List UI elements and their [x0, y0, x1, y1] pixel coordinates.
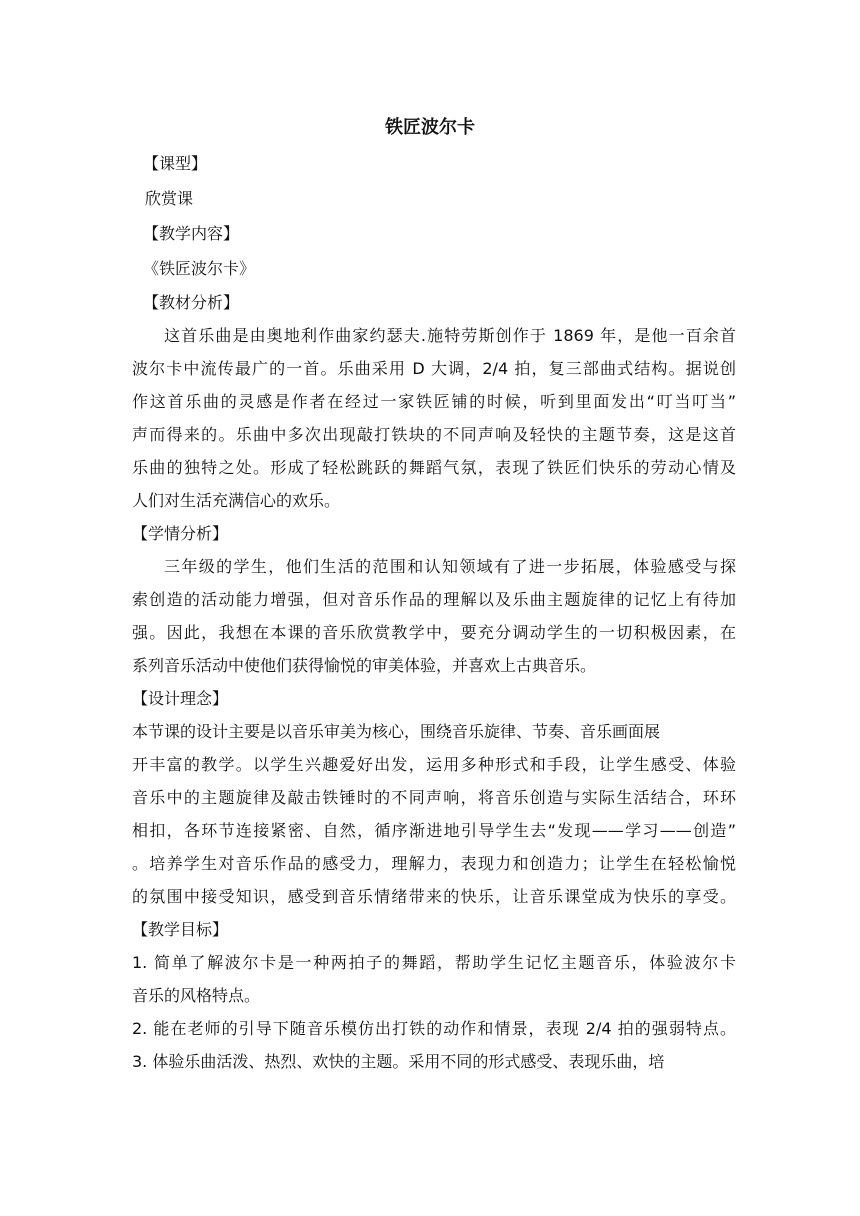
design-concept-line: 的氛围中接受知识，感受到音乐情绪带来的快乐，让音乐课堂成为快乐的享受。	[132, 887, 736, 906]
heading-teaching-goals: 【教学目标】	[132, 920, 229, 939]
teaching-content-text: 《铁匠波尔卡》	[143, 259, 256, 278]
teaching-goal-item: 2. 能在老师的引导下随音乐模仿出打铁的动作和情景，表现 2/4 拍的强弱特点。	[132, 1019, 736, 1038]
student-analysis-line: 索创造的活动能力增强，但对音乐作品的理解以及乐曲主题旋律的记忆上有待加	[132, 590, 736, 609]
material-analysis-line: 这首乐曲是由奥地利作曲家约瑟夫.施特劳斯创作于 1869 年，是他一百余首	[164, 326, 736, 345]
material-analysis-line: 波尔卡中流传最广的一首。乐曲采用 D 大调，2/4 拍，复三部曲式结构。据说创	[132, 359, 736, 378]
design-concept-line: 开丰富的教学。以学生兴趣爱好出发，运用多种形式和手段，让学生感受、体验	[132, 755, 736, 774]
student-analysis-line: 系列音乐活动中使他们获得愉悦的审美体验，并喜欢上古典音乐。	[132, 656, 597, 675]
material-analysis-line: 人们对生活充满信心的欢乐。	[132, 491, 341, 510]
material-analysis-line: 作这首乐曲的灵感是作者在经过一家铁匠铺的时候，听到里面发出“叮当叮当”	[132, 392, 736, 411]
heading-teaching-content: 【教学内容】	[143, 224, 240, 243]
student-analysis-line: 三年级的学生，他们生活的范围和认知领域有了进一步拓展，体验感受与探	[164, 557, 736, 576]
teaching-goal-item-continued: 音乐的风格特点。	[132, 986, 261, 1005]
material-analysis-line: 声而得来的。乐曲中多次出现敲打铁块的不同声响及轻快的主题节奏，这是这首	[132, 425, 736, 444]
heading-design-concept: 【设计理念】	[132, 689, 229, 708]
teaching-goal-item: 3. 体验乐曲活泼、热烈、欢快的主题。采用不同的形式感受、表现乐曲，培	[132, 1052, 665, 1071]
design-concept-line: 音乐中的主题旋律及敲击铁锤时的不同声响，将音乐创造与实际生活结合，环环	[132, 788, 736, 807]
design-concept-line: 本节课的设计主要是以音乐审美为核心，围绕音乐旋律、节奏、音乐画面展	[132, 722, 661, 741]
heading-lesson-type: 【课型】	[143, 154, 208, 173]
design-concept-line: 。培养学生对音乐作品的感受力，理解力，表现力和创造力；让学生在轻松愉悦	[132, 854, 736, 873]
design-concept-line: 相扣，各环节连接紧密、自然，循序渐进地引导学生去“发现——学习——创造”	[132, 821, 736, 840]
student-analysis-line: 强。因此，我想在本课的音乐欣赏教学中，要充分调动学生的一切积极因素，在	[132, 623, 736, 642]
teaching-goal-item: 1. 简单了解波尔卡是一种两拍子的舞蹈，帮助学生记忆主题音乐，体验波尔卡	[132, 953, 736, 972]
document-title: 铁匠波尔卡	[385, 117, 475, 138]
heading-student-analysis: 【学情分析】	[132, 524, 229, 543]
material-analysis-line: 乐曲的独特之处。形成了轻松跳跃的舞蹈气氛，表现了铁匠们快乐的劳动心情及	[132, 458, 736, 477]
heading-material-analysis: 【教材分析】	[143, 293, 240, 312]
lesson-type-text: 欣赏课	[145, 189, 194, 208]
